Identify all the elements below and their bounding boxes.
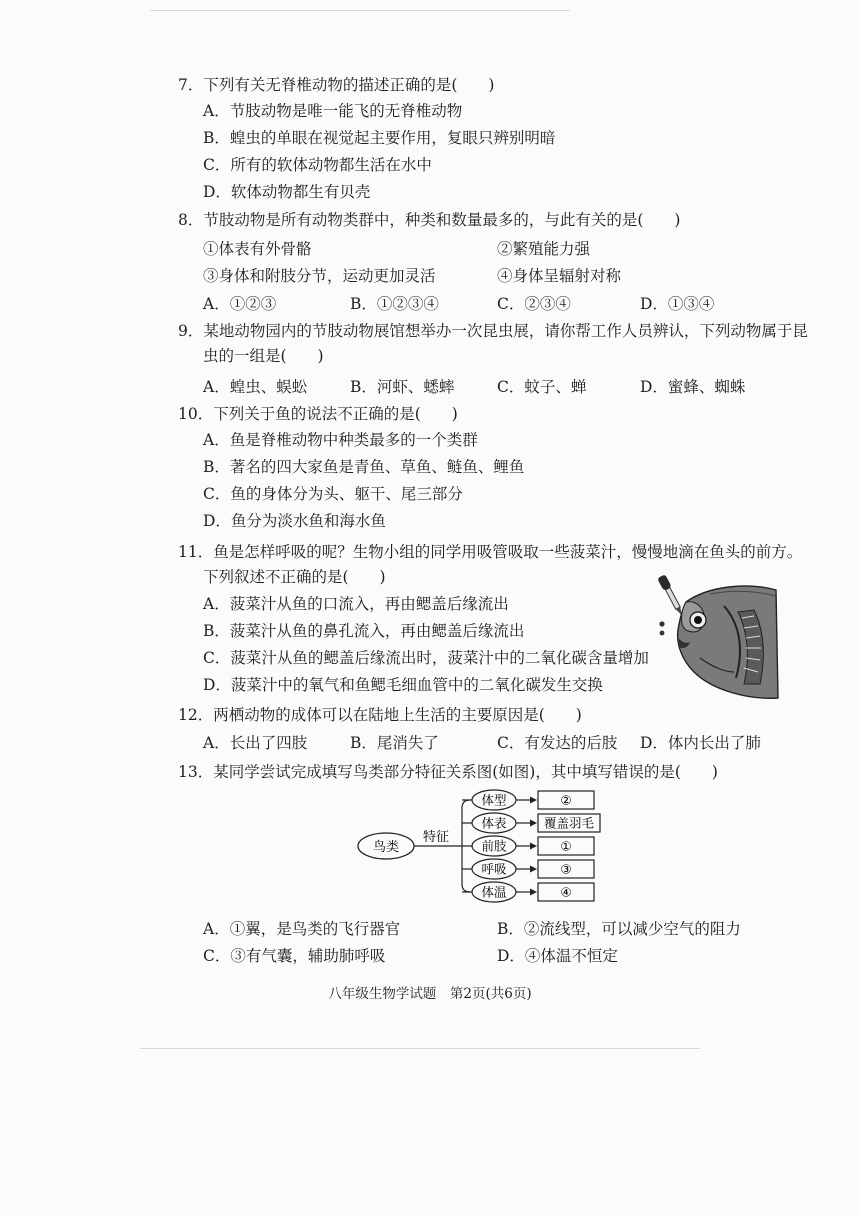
q11-option-b: B．菠菜汁从鱼的鼻孔流入，再由鳃盖后缘流出 (203, 622, 525, 640)
scan-edge-top (150, 10, 570, 11)
diagram-arrow-head (530, 843, 537, 850)
q10-option-c: C．鱼的身体分为头、躯干、尾三部分 (203, 485, 463, 503)
diagram-feature-label: 呼吸 (481, 861, 507, 877)
q13-option-d: D．④体温不恒定 (497, 947, 618, 965)
diagram-edge-label: 特征 (422, 830, 450, 845)
q8-option-a: A．①②③ (203, 295, 277, 313)
diagram-value-label: ② (560, 792, 572, 808)
q9-option-d: D．蜜蜂、蜘蛛 (640, 378, 746, 396)
q9-stem-line2: 虫的一组是( ) (203, 347, 324, 365)
fish-dropper-illustration (640, 572, 780, 702)
diagram-feature-label: 体表 (481, 815, 507, 831)
q7-option-d: D．软体动物都生有贝壳 (203, 183, 371, 201)
q9-stem-line1: 9．某地动物园内的节肢动物展馆想举办一次昆虫展，请你帮工作人员辨认，下列动物属于昆 (178, 322, 808, 340)
q13-option-c: C．③有气囊，辅助肺呼吸 (203, 947, 386, 965)
fish-head-icon (678, 586, 778, 698)
q10-option-b: B．著名的四大家鱼是青鱼、草鱼、鲢鱼、鲤鱼 (203, 458, 525, 476)
q8-option-c: C．②③④ (497, 295, 571, 313)
q7-option-a: A．节肢动物是唯一能飞的无脊椎动物 (203, 102, 463, 120)
q8-stem: 8．节肢动物是所有动物类群中，种类和数量最多的，与此有关的是( ) (178, 211, 681, 229)
bird-features-diagram (356, 786, 626, 914)
q10-option-d: D．鱼分为淡水鱼和海水鱼 (203, 512, 386, 530)
diagram-arrow-head (530, 889, 537, 896)
q12-option-a: A．长出了四肢 (203, 734, 308, 752)
q13-option-b: B．②流线型，可以减少空气的阻力 (497, 920, 741, 938)
q12-stem: 12．两栖动物的成体可以在陆地上生活的主要原因是( ) (178, 706, 582, 724)
q11-stem-line1: 11．鱼是怎样呼吸的呢？生物小组的同学用吸管吸取一些菠菜汁，慢慢地滴在鱼头的前方。 (178, 543, 803, 561)
q7-option-b: B．蝗虫的单眼在视觉起主要作用，复眼只辨别明暗 (203, 129, 556, 147)
q7-option-c: C．所有的软体动物都生活在水中 (203, 156, 432, 174)
dropper-icon (657, 574, 686, 617)
scan-edge-bottom (140, 1048, 700, 1049)
q13-stem: 13．某同学尝试完成填写鸟类部分特征关系图(如图)，其中填写错误的是( ) (178, 763, 718, 781)
diagram-feature-label: 前肢 (481, 838, 507, 854)
diagram-arrow-head (530, 820, 537, 827)
q8-option-d: D．①③④ (640, 295, 715, 313)
drop-icon (659, 621, 664, 626)
diagram-value-label: ① (560, 838, 572, 854)
diagram-root-label: 鸟类 (372, 840, 400, 855)
q10-stem: 10．下列关于鱼的说法不正确的是( ) (178, 405, 458, 423)
q12-option-b: B．尾消失了 (350, 734, 439, 752)
q12-option-c: C．有发达的后肢 (497, 734, 618, 752)
drop-icon (660, 631, 665, 636)
q8-statement-2: ②繁殖能力强 (497, 240, 591, 258)
diagram-arrow-head (530, 866, 537, 873)
q9-option-a: A．蝗虫、蜈蚣 (203, 378, 308, 396)
q8-option-b: B．①②③④ (350, 295, 439, 313)
diagram-value-label: ④ (560, 884, 572, 900)
q9-option-b: B．河虾、蟋蟀 (350, 378, 455, 396)
diagram-feature-label: 体型 (481, 792, 507, 808)
q10-option-a: A．鱼是脊椎动物中种类最多的一个类群 (203, 431, 478, 449)
diagram-value-label: 覆盖羽毛 (543, 815, 595, 831)
q9-option-c: C．蚊子、蝉 (497, 378, 587, 396)
q11-option-d: D．菠菜汁中的氧气和鱼鳃毛细血管中的二氧化碳发生交换 (203, 676, 603, 694)
q11-option-a: A．菠菜汁从鱼的口流入，再由鳃盖后缘流出 (203, 595, 509, 613)
page-footer: 八年级生物学试题 第2页(共6页) (328, 986, 532, 1002)
q7-stem: 7．下列有关无脊椎动物的描述正确的是( ) (178, 76, 495, 94)
q12-option-d: D．体内长出了肺 (640, 734, 761, 752)
diagram-feature-label: 体温 (481, 884, 507, 900)
q8-statement-4: ④身体呈辐射对称 (497, 267, 622, 285)
q8-statement-3: ③身体和附肢分节，运动更加灵活 (203, 267, 436, 285)
q11-stem-line2: 下列叙述不正确的是( ) (203, 568, 386, 586)
diagram-arrow-head (530, 797, 537, 804)
q13-option-a: A．①翼，是鸟类的飞行器官 (203, 920, 401, 938)
q8-statement-1: ①体表有外骨骼 (203, 240, 312, 258)
diagram-value-label: ③ (560, 861, 572, 877)
q11-option-c: C．菠菜汁从鱼的鳃盖后缘流出时，菠菜汁中的二氧化碳含量增加 (203, 649, 649, 667)
